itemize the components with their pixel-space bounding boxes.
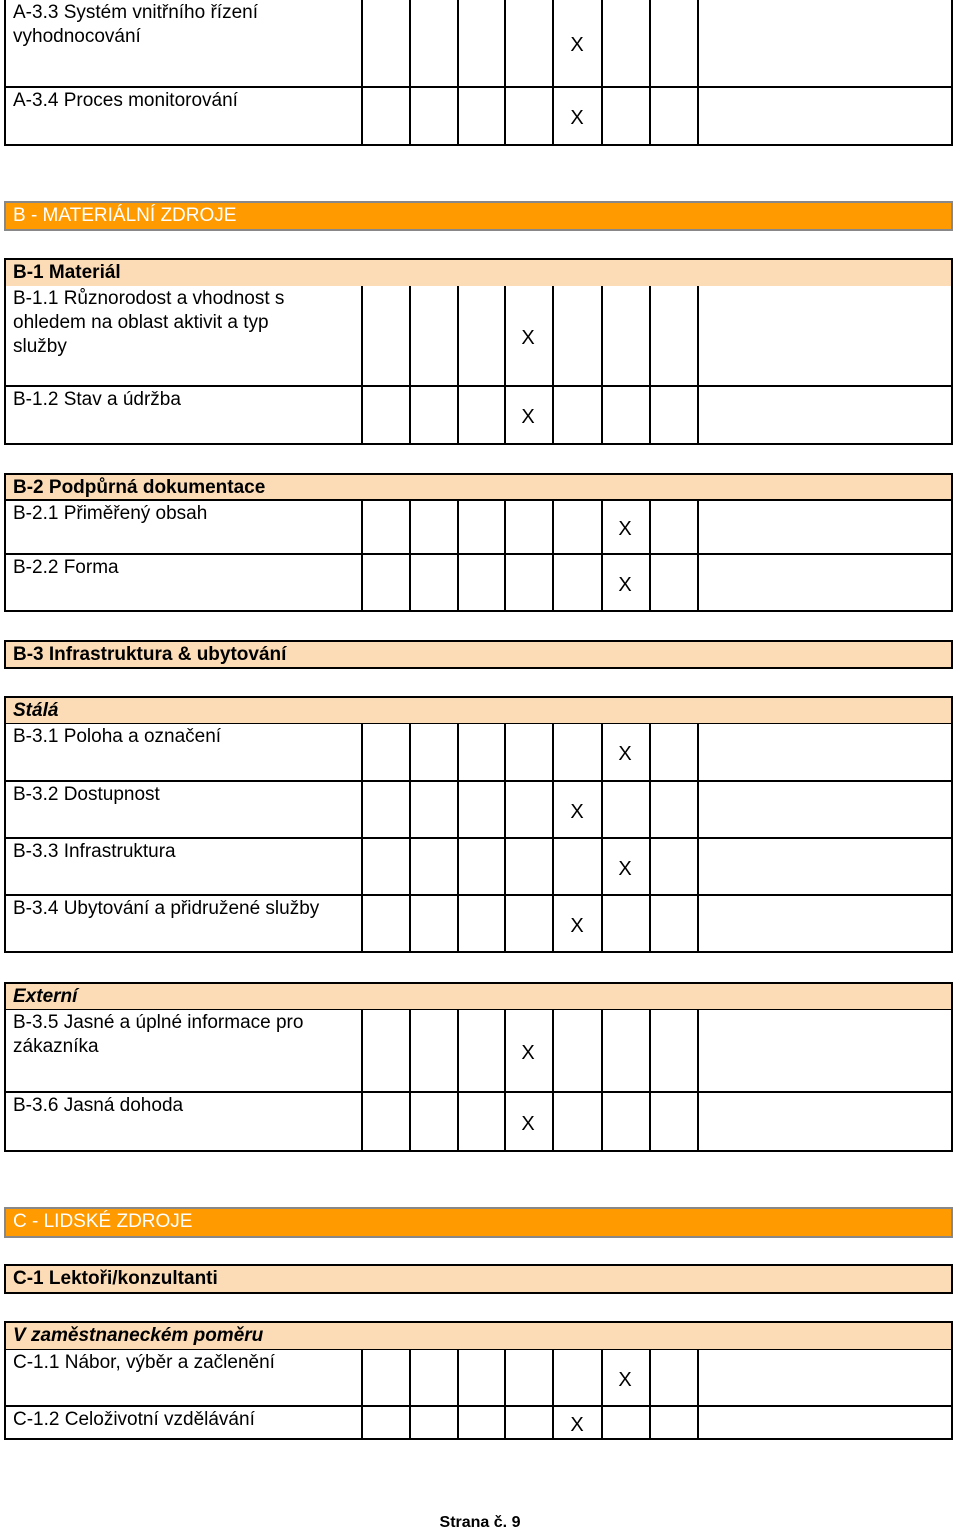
column-divider [697, 896, 699, 951]
column-divider [504, 1093, 506, 1150]
column-divider [504, 555, 506, 610]
column-divider [457, 1010, 459, 1091]
table-row [4, 839, 953, 896]
check-mark: X [521, 326, 535, 349]
row-label: A-3.3 Systém vnitřního řízení vyhodnocování [13, 2, 258, 47]
column-divider [361, 0, 363, 86]
column-divider [457, 1350, 459, 1405]
subsection-header [4, 1321, 953, 1351]
subsection-header [4, 696, 953, 725]
row-label: B-3.6 Jasná dohoda [13, 1095, 184, 1116]
row-label: B-1.2 Stav a údržba [13, 389, 181, 410]
column-divider [504, 1407, 506, 1438]
table-row [4, 1093, 953, 1152]
table-row [4, 88, 953, 146]
column-divider [457, 839, 459, 894]
column-divider [409, 1407, 411, 1438]
column-divider [457, 387, 459, 443]
table-row [4, 555, 953, 612]
column-divider [552, 88, 554, 144]
column-divider [361, 896, 363, 951]
column-divider [649, 501, 651, 553]
column-divider [649, 782, 651, 837]
row-label: B-2.2 Forma [13, 557, 119, 578]
subsection-header [4, 640, 953, 669]
column-divider [697, 387, 699, 443]
column-divider [552, 724, 554, 780]
column-divider [409, 286, 411, 385]
column-divider [361, 501, 363, 553]
column-divider [361, 724, 363, 780]
column-divider [504, 387, 506, 443]
column-divider [697, 1010, 699, 1091]
column-divider [409, 839, 411, 894]
column-divider [361, 1093, 363, 1150]
column-divider [504, 1010, 506, 1091]
column-divider [504, 839, 506, 894]
column-divider [552, 286, 554, 385]
column-divider [697, 839, 699, 894]
column-divider [457, 896, 459, 951]
column-divider [601, 1407, 603, 1438]
column-divider [697, 555, 699, 610]
table-row [4, 501, 953, 555]
row-label: B-1 Materiál [13, 262, 121, 283]
column-divider [649, 1350, 651, 1405]
check-mark: X [618, 857, 632, 880]
column-divider [361, 88, 363, 144]
check-mark: X [570, 800, 584, 823]
row-label: V zaměstnaneckém poměru [13, 1325, 264, 1346]
column-divider [697, 782, 699, 837]
check-mark: X [521, 1112, 535, 1135]
row-label: C-1.1 Nábor, výběr a začlenění [13, 1352, 275, 1373]
column-divider [504, 896, 506, 951]
row-label: C-1 Lektoři/konzultanti [13, 1268, 218, 1289]
column-divider [409, 555, 411, 610]
column-divider [649, 839, 651, 894]
column-divider [457, 724, 459, 780]
check-mark: X [618, 1368, 632, 1391]
column-divider [697, 1350, 699, 1405]
row-label: B-3.3 Infrastruktura [13, 841, 176, 862]
column-divider [601, 782, 603, 837]
column-divider [649, 1093, 651, 1150]
column-divider [601, 286, 603, 385]
row-label: B-3.4 Ubytování a přidružené služby [13, 898, 320, 919]
column-divider [504, 286, 506, 385]
column-divider [552, 0, 554, 86]
column-divider [504, 0, 506, 86]
column-divider [409, 1350, 411, 1405]
row-label: B-2 Podpůrná dokumentace [13, 477, 266, 498]
column-divider [409, 0, 411, 86]
subsection-header [4, 473, 953, 501]
column-divider [552, 896, 554, 951]
column-divider [504, 724, 506, 780]
column-divider [697, 724, 699, 780]
column-divider [649, 896, 651, 951]
column-divider [552, 839, 554, 894]
check-mark: X [570, 107, 584, 129]
check-mark: X [570, 34, 584, 56]
column-divider [649, 286, 651, 385]
column-divider [601, 387, 603, 443]
column-divider [361, 782, 363, 837]
column-divider [457, 286, 459, 385]
column-divider [457, 555, 459, 610]
subsection-header [4, 258, 953, 288]
row-label: A-3.4 Proces monitorování [13, 90, 238, 111]
column-divider [649, 1010, 651, 1091]
column-divider [504, 88, 506, 144]
section-header [4, 1207, 953, 1238]
table-row [4, 1407, 953, 1440]
column-divider [552, 1350, 554, 1405]
column-divider [601, 0, 603, 86]
check-mark: X [521, 1041, 535, 1064]
column-divider [361, 286, 363, 385]
column-divider [697, 1093, 699, 1150]
column-divider [409, 896, 411, 951]
check-mark: X [570, 1413, 584, 1436]
page-footer: Strana č. 9 [439, 1514, 521, 1531]
column-divider [697, 1407, 699, 1438]
column-divider [361, 839, 363, 894]
row-label: B-3.5 Jasné a úplné informace pro zákazníka [13, 1012, 304, 1057]
column-divider [697, 286, 699, 385]
column-divider [601, 724, 603, 780]
column-divider [457, 501, 459, 553]
row-label: B-3 Infrastruktura & ubytování [13, 644, 287, 665]
table-row [4, 782, 953, 839]
column-divider [552, 1407, 554, 1438]
column-divider [361, 1407, 363, 1438]
column-divider [649, 88, 651, 144]
row-label: B-1.1 Různorodost a vhodnost s ohledem na oblast aktivit a typ služby [13, 288, 285, 357]
column-divider [601, 896, 603, 951]
column-divider [649, 555, 651, 610]
column-divider [361, 1010, 363, 1091]
column-divider [552, 1010, 554, 1091]
row-label: B-3.1 Poloha a označení [13, 726, 222, 747]
column-divider [361, 555, 363, 610]
column-divider [649, 0, 651, 86]
column-divider [409, 724, 411, 780]
column-divider [601, 1093, 603, 1150]
column-divider [552, 555, 554, 610]
column-divider [601, 839, 603, 894]
column-divider [409, 387, 411, 443]
column-divider [504, 1350, 506, 1405]
column-divider [601, 1350, 603, 1405]
row-label: Stálá [13, 700, 59, 721]
column-divider [457, 88, 459, 144]
column-divider [697, 88, 699, 144]
column-divider [361, 1350, 363, 1405]
check-mark: X [521, 406, 535, 428]
table-row [4, 387, 953, 445]
column-divider [457, 782, 459, 837]
table-row [4, 1010, 953, 1093]
check-mark: X [570, 914, 584, 937]
column-divider [552, 501, 554, 553]
column-divider [552, 387, 554, 443]
table-row [4, 896, 953, 953]
column-divider [409, 1093, 411, 1150]
column-divider [504, 501, 506, 553]
row-label: B-3.2 Dostupnost [13, 784, 160, 805]
check-mark: X [618, 573, 632, 596]
row-label: C - LIDSKÉ ZDROJE [13, 1211, 193, 1232]
column-divider [409, 782, 411, 837]
row-label: B-2.1 Přiměřený obsah [13, 503, 208, 524]
column-divider [697, 501, 699, 553]
column-divider [649, 387, 651, 443]
check-mark: X [618, 743, 632, 765]
column-divider [697, 0, 699, 86]
row-label: B - MATERIÁLNÍ ZDROJE [13, 205, 237, 226]
column-divider [457, 0, 459, 86]
column-divider [361, 387, 363, 443]
column-divider [552, 782, 554, 837]
column-divider [457, 1407, 459, 1438]
row-label: Externí [13, 986, 78, 1007]
column-divider [409, 501, 411, 553]
table-row [4, 724, 953, 782]
column-divider [409, 1010, 411, 1091]
column-divider [601, 555, 603, 610]
column-divider [649, 724, 651, 780]
column-divider [601, 501, 603, 553]
column-divider [504, 782, 506, 837]
table-row [4, 1350, 953, 1407]
table-row [4, 0, 953, 88]
table-row [4, 286, 953, 387]
column-divider [601, 1010, 603, 1091]
subsection-header [4, 982, 953, 1011]
section-header [4, 201, 953, 231]
column-divider [409, 88, 411, 144]
row-label: C-1.2 Celoživotní vzdělávání [13, 1409, 255, 1430]
column-divider [649, 1407, 651, 1438]
column-divider [552, 1093, 554, 1150]
subsection-header [4, 1264, 953, 1294]
check-mark: X [618, 518, 632, 540]
column-divider [457, 1093, 459, 1150]
column-divider [601, 88, 603, 144]
